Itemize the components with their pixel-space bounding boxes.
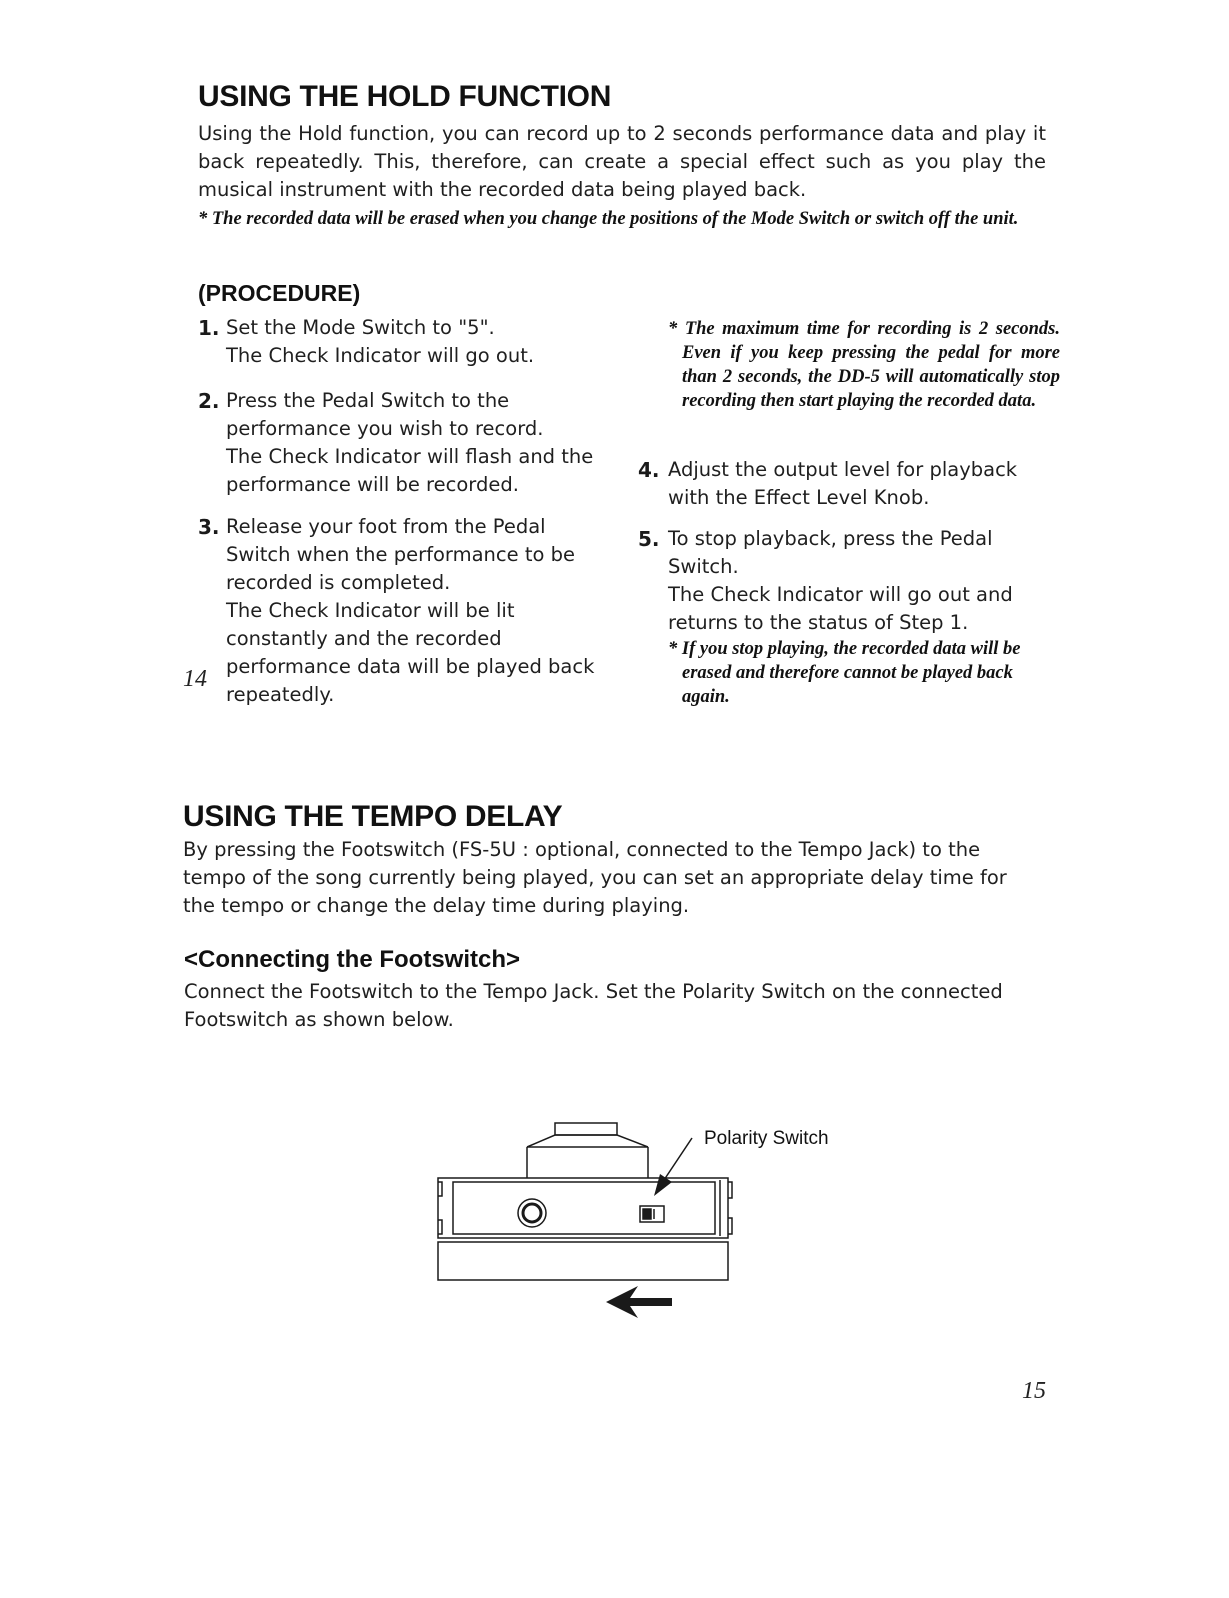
- step-number: 2.: [198, 389, 220, 413]
- step-number: 1.: [198, 316, 220, 340]
- step-number: 3.: [198, 515, 220, 539]
- step-1: [198, 314, 606, 370]
- step-subtext: The Check Indicator will go out.: [226, 344, 535, 367]
- polarity-switch-icon: [640, 1206, 664, 1222]
- step-subtext: The Check Indicator will be lit constantly and the recorded performance data will be played back repeatedly.: [226, 599, 595, 706]
- step-number: 4.: [638, 458, 660, 482]
- step-5: [638, 525, 1048, 709]
- tempo-title: USING THE TEMPO DELAY: [183, 800, 563, 833]
- stop-playing-note: * If you stop playing, the recorded data will be erased and therefore cannot be played back again.: [668, 639, 1021, 707]
- step-subtext: The Check Indicator will go out and returns to the status of Step 1.: [668, 583, 1013, 634]
- step-2: [198, 387, 606, 499]
- footswitch-body: [438, 1123, 732, 1280]
- step-number: 5.: [638, 527, 660, 551]
- step-subtext: The Check Indicator will flash and the performance will be recorded.: [226, 445, 594, 496]
- jack-icon: [518, 1199, 546, 1227]
- tempo-intro: By pressing the Footswitch (FS-5U : optional, connected to the Tempo Jack) to the tempo of the song currently being played, you can set an appropriate delay time for the tempo or change the delay time during playing.: [183, 838, 1007, 917]
- hold-note: * The recorded data will be erased when you change the positions of the Mode Switch or switch off the unit.: [198, 209, 1019, 229]
- step-4: [638, 456, 1048, 512]
- hold-title: USING THE HOLD FUNCTION: [198, 80, 612, 113]
- recording-time-note: * The maximum time for recording is 2 seconds. Even if you keep pressing the pedal for more than 2 seconds, the DD-5 will automatically stop recording then start playing the recorded data.: [668, 319, 1060, 411]
- connecting-text: Connect the Footswitch to the Tempo Jack. Set the Polarity Switch on the connected Footswitch as shown below.: [184, 980, 1003, 1031]
- procedure-heading: (PROCEDURE): [198, 280, 361, 306]
- polarity-switch-label: Polarity Switch: [704, 1128, 829, 1149]
- page-number-14: 14: [183, 666, 207, 692]
- connecting-heading: <Connecting the Footswitch>: [184, 946, 521, 973]
- page-number-15: 15: [1022, 1378, 1046, 1404]
- hold-intro: Using the Hold function, you can record up to 2 seconds performance data and play it back repeatedly. This, therefore, can create a special effect such as you play the musical instrument with the recorded data being played back.: [198, 122, 1046, 201]
- step-text: Release your foot from the Pedal Switch when the performance to be recorded is completed.: [226, 515, 575, 594]
- step-text: Press the Pedal Switch to the performance you wish to record.: [226, 389, 544, 440]
- step-text: Set the Mode Switch to "5".: [226, 316, 495, 339]
- step-text: Adjust the output level for playback with the Effect Level Knob.: [668, 458, 1018, 509]
- step-3: [198, 513, 606, 709]
- step-text: To stop playback, press the Pedal Switch.: [668, 527, 993, 578]
- direction-arrow-icon: [606, 1286, 672, 1318]
- pointer-arrow-icon: [654, 1138, 692, 1196]
